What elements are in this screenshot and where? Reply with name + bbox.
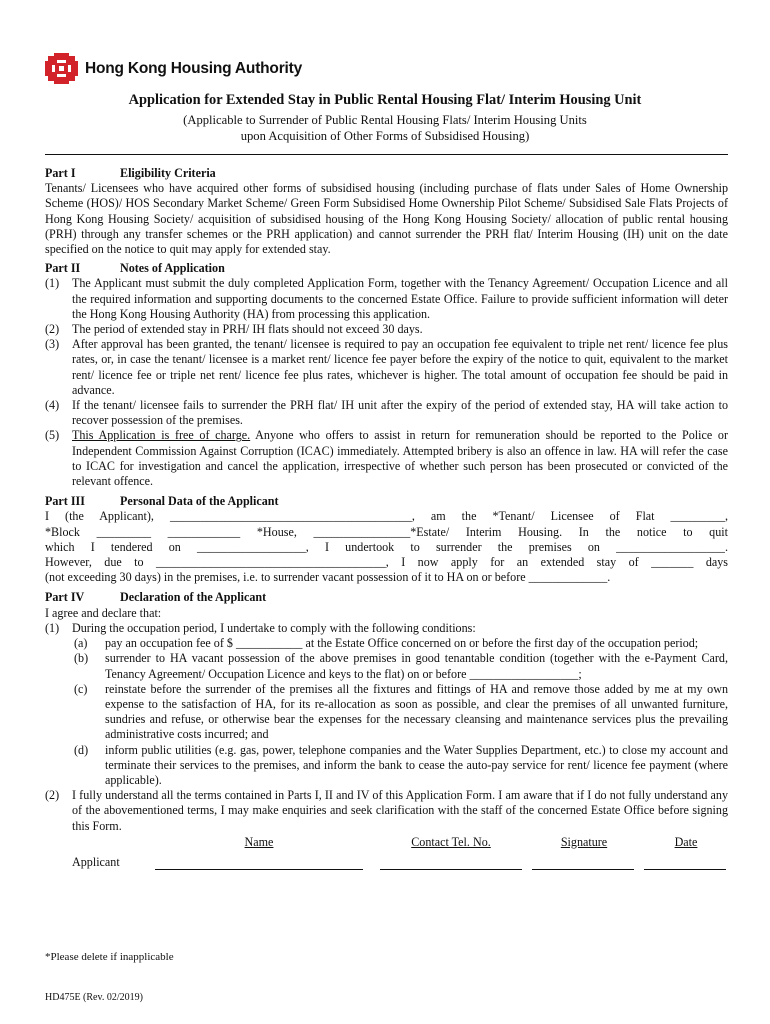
note-number: (2) [45, 322, 60, 337]
condition-letter: (d) [74, 742, 89, 757]
declaration-item [45, 788, 728, 834]
note-number: (4) [45, 398, 60, 413]
form-title: Application for Extended Stay in Public Rental Housing Flat/ Interim Housing Unit [128, 92, 642, 108]
note-item [45, 428, 728, 489]
note-text-rest: Anyone who offers to assist in return for remuneration should be reported to the Police or Independent Commission Against Corruption (ICAC) immediately. Attempted bribery is also an offence in law. HA will refer the case to ICAC for investigation and cancel the application, irrespective of whether such person has been prosecuted or convicted of the relevant offence. [72, 428, 728, 489]
col-contact-tel: Contact Tel. No. [411, 834, 491, 849]
condition-item [72, 682, 728, 743]
part-1-body: Tenants/ Licensees who have acquired other forms of subsidised housing (including purchase of flats under Sales of Home Ownership Scheme (HOS)/ HOS Secondary Market Scheme/ Green Form Subsidised Home Ownership Pilot Scheme/ Subsidised Sale Flats Projects of Hong Kong Housing Society/ acquisition of subsidised housing of the Hong Kong Housing Society/ allocation of public rental housing (PRH) through any transfer schemes or the PRH application) and cannot surrender the PRH flat/ Interim Housing (IH) unit on the date specified on the notice to quit may apply for extended stay. [45, 181, 728, 257]
condition-text: pay an occupation fee of $ ___________ at the Estate Office concerned on or before the first day of the occupation period; [105, 636, 699, 651]
delete-note: *Please delete if inapplicable [45, 951, 174, 963]
declaration-number: (2) [45, 788, 60, 803]
part-3-number: Part III [45, 494, 85, 509]
signature-header [45, 835, 728, 850]
personal-data-line[interactable]: which I tendered on __________________, I undertook to surrender the premises on __________________. [45, 539, 728, 554]
condition-item [72, 743, 728, 789]
free-of-charge-statement: This Application is free of charge. [72, 428, 251, 443]
condition-text: reinstate before the surrender of the premises all the fixtures and fittings of HA and remove those added by me at my own expense to the satisfaction of HA, for its re-allocation as soon as possible, and clear the premises of all unwanted furniture, sundries and refuse, or otherwise bear the expenses for the necessary cleansing and maintenance services plus the prevailing administrative costs incurred; and [105, 681, 728, 742]
note-text: After approval has been granted, the tenant/ licensee is required to pay an occupation fee equivalent to triple net rent/ licence fee plus rates, or, in case the tenant/ licensee is a market rent/ licence fee payer before the expiry of the notice to quit, equivalent to the market rent/ licence fee or triple net rent/ licence fee plus rates, whichever is higher. The total amount of occupation fee should be paid in advance. [72, 337, 728, 397]
hkha-logo-icon [45, 53, 78, 84]
condition-item [72, 636, 728, 651]
form-body [45, 163, 728, 870]
hkha-logo [45, 53, 302, 84]
declaration-text: During the occupation period, I undertake to comply with the following conditions: [72, 620, 476, 635]
note-text [72, 428, 728, 489]
declaration-text: I fully understand all the terms contained in Parts I, II and IV of this Application Form. I am aware that if I do not fully understand any of the abovementioned terms, I may make enquiries and seek clarification with the staff of the concerned Estate Office before signing this Form. [72, 788, 728, 833]
subtitle-line-2: upon Acquisition of Other Forms of Subsidised Housing) [240, 129, 530, 143]
condition-letter: (b) [74, 651, 89, 666]
part-3-title: Personal Data of the Applicant [120, 494, 279, 509]
note-item [45, 322, 728, 337]
applicant-label: Applicant [72, 854, 120, 869]
part-2-number: Part II [45, 261, 81, 276]
signature-field[interactable] [532, 855, 634, 870]
part-4-number: Part IV [45, 590, 85, 605]
part-1-heading [45, 166, 728, 181]
header-divider [45, 154, 728, 155]
personal-data-line[interactable]: (not exceeding 30 days) in the premises, i.e. to surrender vacant possession of it to HA on or before _____________. [45, 570, 611, 585]
note-text: The Applicant must submit the duly completed Application Form, together with the Tenancy Agreement/ Occupation Licence and all the required information and supporting documents to the concerned Estate Office. Failure to provide sufficient information will deter the Hong Kong Housing Authority (HA) from processing this application. [72, 276, 728, 321]
name-field[interactable] [155, 855, 363, 870]
contact-tel-field[interactable] [380, 855, 522, 870]
signature-row [45, 855, 728, 870]
personal-data-line[interactable]: *Block _________ ____________ *House, ________________*Estate/ Interim Housing. In the notice to quit [45, 524, 728, 539]
declaration-number: (1) [45, 620, 60, 635]
condition-text: inform public utilities (e.g. gas, power, telephone companies and the Water Supplies Department, etc.) to close my account and terminate their services to the premises, and inform the bank to cease the auto-pay service for rent/ licence fee payment (where applicable). [105, 742, 728, 787]
organization-name: Hong Kong Housing Authority [85, 59, 303, 77]
personal-data-line[interactable]: I (the Applicant), ________________________________________, am the *Tenant/ Licensee of Flat _________, [45, 509, 728, 524]
note-item [45, 276, 728, 322]
date-field[interactable] [644, 855, 726, 870]
note-number: (1) [45, 276, 60, 291]
note-number: (5) [45, 428, 60, 443]
form-code: HD475E (Rev. 02/2019) [45, 992, 143, 1003]
part-4-heading [45, 590, 728, 605]
part-2-heading [45, 261, 728, 276]
col-date: Date [674, 834, 698, 849]
note-text: If the tenant/ licensee fails to surrender the PRH flat/ IH unit after the expiry of the period of extended stay, HA will take action to recover possession of the premises. [72, 398, 728, 428]
col-signature: Signature [560, 834, 608, 849]
part-4-title: Declaration of the Applicant [120, 590, 267, 605]
condition-item [72, 651, 728, 681]
part-1-number: Part I [45, 166, 76, 180]
note-item [45, 337, 728, 398]
col-name: Name [244, 834, 274, 849]
form-subtitle [40, 112, 730, 144]
declaration-intro: I agree and declare that: [45, 605, 162, 620]
part-2-title: Notes of Application [120, 261, 225, 276]
condition-text: surrender to HA vacant possession of the above premises in good tenantable condition (together with the e-Payment Card, Tenancy Agreement/ Occupation Licence and keys to the flat) on or before __________________; [105, 651, 728, 681]
part-3-heading [45, 494, 728, 509]
condition-letter: (c) [74, 681, 88, 696]
condition-letter: (a) [74, 636, 88, 651]
declaration-item [45, 621, 728, 636]
subtitle-line-1: (Applicable to Surrender of Public Rental Housing Flats/ Interim Housing Units [183, 113, 587, 127]
note-text: The period of extended stay in PRH/ IH flats should not exceed 30 days. [72, 322, 423, 337]
note-number: (3) [45, 337, 60, 352]
note-item [45, 398, 728, 428]
personal-data-line[interactable]: However, due to ______________________________________, I now apply for an extended stay of _______ days [45, 555, 728, 570]
part-1-title: Eligibility Criteria [120, 166, 216, 180]
